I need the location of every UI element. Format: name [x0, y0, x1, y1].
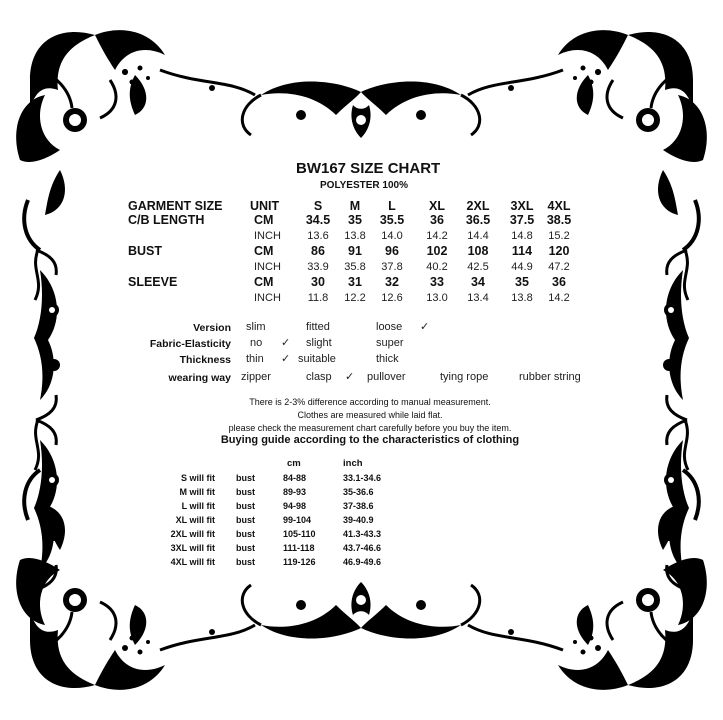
option-slight: slight [306, 337, 332, 349]
cell: 15.2 [548, 230, 570, 242]
cell: 14.4 [467, 230, 489, 242]
cell: 31 [348, 275, 362, 289]
header-size-4xl: 4XL [547, 199, 571, 213]
cell: 11.8 [307, 292, 329, 304]
cell: 102 [426, 244, 448, 258]
header-size-3xl: 3XL [510, 199, 534, 213]
unit-inch: INCH [254, 230, 281, 242]
header-unit: UNIT [250, 199, 280, 213]
guide-cm: 111-118 [283, 543, 315, 553]
frame-corner-tr [558, 30, 707, 250]
check-icon: ✓ [420, 321, 430, 333]
guide-part: bust [236, 501, 255, 511]
note-line: Clothes are measured while laid flat. [297, 410, 443, 420]
cell: 13.8 [344, 230, 366, 242]
material-label: POLYESTER 100% [320, 180, 409, 191]
property-label-thickness: Thickness [179, 354, 231, 366]
option-pullover: pullover [367, 371, 406, 383]
cell: 37.8 [381, 261, 403, 273]
cell: 36 [430, 213, 444, 227]
guide-part: bust [236, 487, 255, 497]
property-label-fabric-elasticity: Fabric-Elasticity [149, 338, 231, 350]
cell: 14.8 [511, 230, 533, 242]
option-no: no [250, 337, 263, 349]
guide-size: 3XL will fit [170, 543, 215, 553]
header-size-2xl: 2XL [466, 199, 490, 213]
guide-size: 4XL will fit [170, 557, 215, 567]
header-size-l: L [388, 199, 396, 213]
option-super: super [376, 337, 404, 349]
guide-part: bust [236, 473, 255, 483]
cell: 30 [311, 275, 325, 289]
guide-cm: 105-110 [283, 529, 316, 539]
unit-cm: CM [254, 275, 274, 289]
guide-inch: 41.3-43.3 [343, 529, 382, 539]
cell: 40.2 [426, 261, 448, 273]
property-label-wearing-way: wearing way [168, 372, 231, 384]
guide-size: XL will fit [175, 515, 215, 525]
row-label-cb-length: C/B LENGTH [128, 213, 205, 227]
unit-inch: INCH [254, 292, 281, 304]
cell: 33.9 [307, 261, 329, 273]
guide-part: bust [236, 543, 255, 553]
header-garment-size: GARMENT SIZE [128, 199, 223, 213]
cell: 38.5 [546, 213, 572, 227]
note-line: There is 2-3% difference according to manual measurement. [249, 397, 491, 407]
chart-title: BW167 SIZE CHART [296, 160, 441, 177]
cell: 33 [430, 275, 444, 289]
guide-inch: 33.1-34.6 [343, 473, 382, 483]
cell: 32 [385, 275, 399, 289]
cell: 36.5 [465, 213, 491, 227]
buying-guide-title: Buying guide according to the characteristics of clothing [220, 434, 520, 446]
guide-inch: 37-38.6 [343, 501, 374, 511]
option-fitted: fitted [306, 321, 330, 333]
guide-cm: 94-98 [283, 501, 307, 511]
option-suitable: suitable [298, 353, 336, 365]
cell: 35.5 [379, 213, 405, 227]
cell: 14.2 [548, 292, 570, 304]
cell: 96 [385, 244, 399, 258]
cell: 13.4 [467, 292, 489, 304]
guide-col-inch: inch [343, 458, 363, 469]
option-tying-rope: tying rope [440, 371, 489, 383]
option-thin: thin [246, 353, 264, 365]
guide-inch: 39-40.9 [343, 515, 374, 525]
cell: 13.8 [511, 292, 533, 304]
check-icon: ✓ [281, 337, 291, 349]
cell: 14.2 [426, 230, 448, 242]
frame-top-center [242, 81, 479, 138]
guide-inch: 46.9-49.6 [343, 557, 382, 567]
option-thick: thick [376, 353, 399, 365]
cell: 120 [548, 244, 570, 258]
check-icon: ✓ [281, 353, 291, 365]
guide-inch: 43.7-46.6 [343, 543, 382, 553]
cell: 12.6 [381, 292, 403, 304]
cell: 36 [552, 275, 566, 289]
frame-bottom-center [242, 582, 479, 639]
cell: 14.0 [381, 230, 403, 242]
unit-inch: INCH [254, 261, 281, 273]
cell: 91 [348, 244, 362, 258]
row-label-sleeve: SLEEVE [128, 275, 178, 289]
cell: 34 [471, 275, 485, 289]
check-icon: ✓ [345, 371, 355, 383]
note-line: please check the measurement chart carefully before you buy the item. [228, 423, 512, 433]
guide-size: S will fit [180, 473, 215, 483]
guide-col-cm: cm [287, 458, 301, 469]
guide-part: bust [236, 515, 255, 525]
cell: 114 [511, 244, 533, 258]
property-label-version: Version [193, 322, 231, 334]
cell: 12.2 [344, 292, 366, 304]
row-label-bust: BUST [128, 244, 163, 258]
cell: 44.9 [511, 261, 533, 273]
guide-inch: 35-36.6 [343, 487, 374, 497]
guide-size: L will fit [181, 501, 215, 511]
guide-part: bust [236, 557, 255, 567]
unit-cm: CM [254, 244, 274, 258]
cell: 34.5 [305, 213, 331, 227]
cell: 86 [311, 244, 325, 258]
guide-cm: 99-104 [283, 515, 312, 525]
header-size-xl: XL [429, 199, 445, 213]
guide-size: 2XL will fit [170, 529, 215, 539]
cell: 47.2 [548, 261, 570, 273]
guide-cm: 89-93 [283, 487, 307, 497]
unit-cm: CM [254, 213, 274, 227]
cell: 35 [348, 213, 362, 227]
option-clasp: clasp [306, 371, 332, 383]
guide-cm: 84-88 [283, 473, 307, 483]
header-size-s: S [313, 199, 323, 213]
header-size-m: M [349, 199, 361, 213]
guide-part: bust [236, 529, 255, 539]
cell: 35 [515, 275, 529, 289]
option-slim: slim [246, 321, 266, 333]
cell: 13.0 [426, 292, 448, 304]
cell: 13.6 [307, 230, 329, 242]
option-zipper: zipper [241, 371, 271, 383]
cell: 42.5 [467, 261, 489, 273]
option-loose: loose [376, 321, 403, 333]
guide-cm: 119-126 [283, 557, 316, 567]
option-rubber-string: rubber string [519, 371, 581, 383]
cell: 35.8 [344, 261, 366, 273]
cell: 108 [467, 244, 489, 258]
cell: 37.5 [509, 213, 535, 227]
guide-size: M will fit [179, 487, 215, 497]
